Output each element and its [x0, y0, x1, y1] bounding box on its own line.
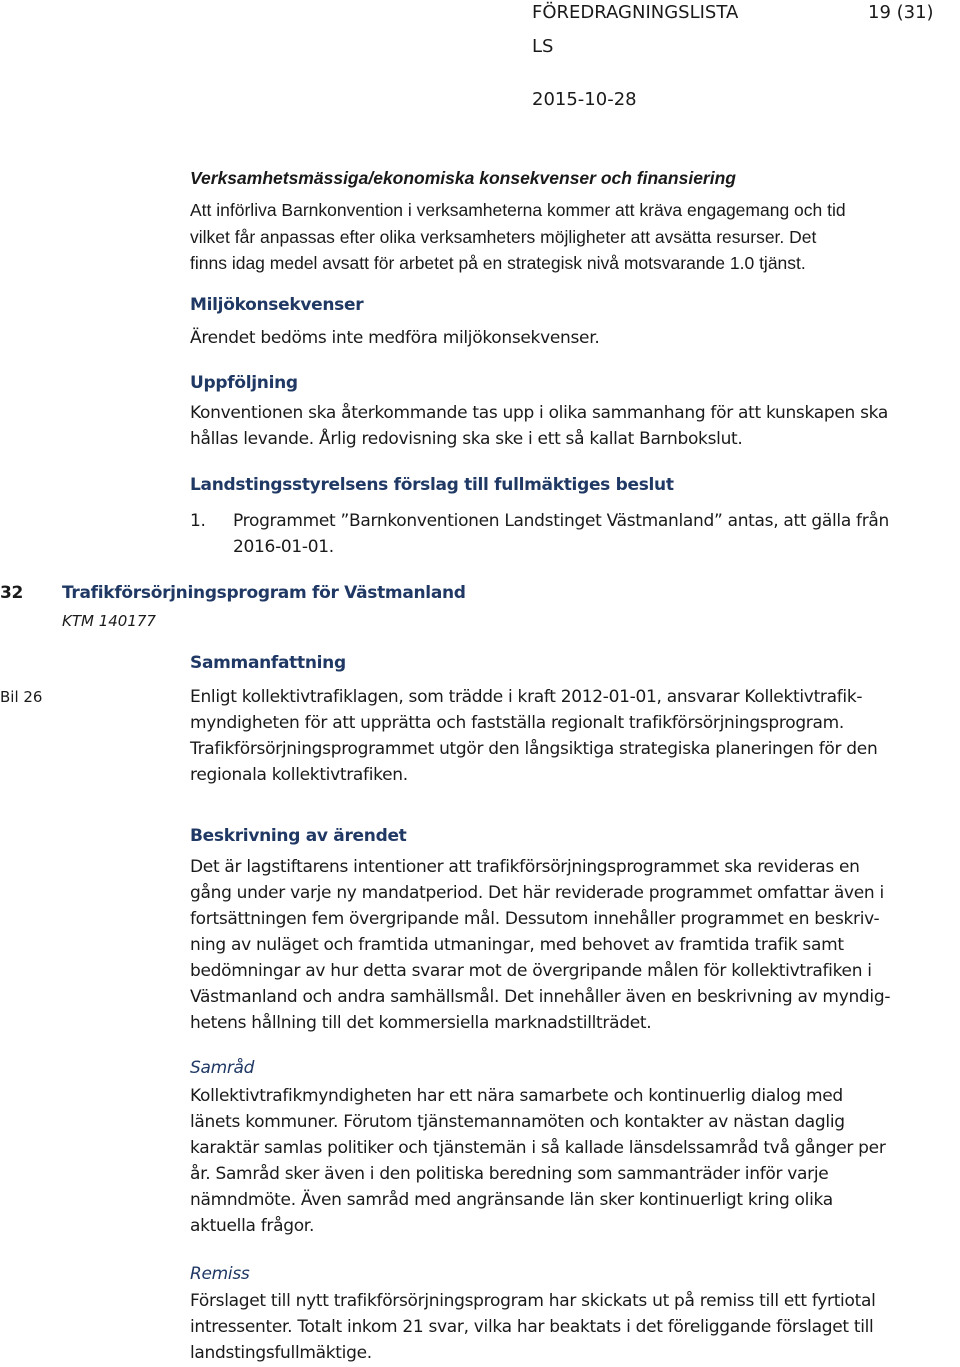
summary-line: regionala kollektivtrafiken. — [190, 765, 408, 785]
consultation-line: länets kommuner. Förutom tjänstemannamöten och kontakter av nästan daglig — [190, 1112, 845, 1132]
attachment-label: Bil 26 — [0, 688, 43, 706]
consequences-line: vilket får anpassas efter olika verksamheters möjligheter att avsätta resurser. Det — [190, 227, 817, 247]
description-line: Västmanland och andra samhällsmål. Det innehåller även en beskrivning av myndig- — [190, 987, 891, 1007]
document-title: FÖREDRAGNINGSLISTA — [532, 2, 739, 23]
description-heading: Beskrivning av ärendet — [190, 826, 407, 846]
case-reference: KTM 140177 — [62, 612, 156, 630]
summary-line: Trafikförsörjningsprogrammet utgör den långsiktiga strategiska planeringen för den — [190, 739, 878, 759]
environment-heading: Miljökonsekvenser — [190, 295, 364, 315]
description-line: ning av nuläget och framtida utmaningar, med behovet av framtida trafik samt — [190, 935, 844, 955]
referral-line: Förslaget till nytt trafikförsörjningsprogram har skickats ut på remiss till ett fyrtiotal — [190, 1291, 876, 1311]
followup-line: hållas levande. Årlig redovisning ska ske i ett så kallat Barnbokslut. — [190, 429, 743, 449]
page-number: 19 (31) — [868, 2, 934, 23]
consultation-line: aktuella frågor. — [190, 1216, 315, 1236]
consultation-line: år. Samråd sker även i den politiska beredning som sammanträder inför varje — [190, 1164, 829, 1184]
consequences-line: finns idag medel avsatt för arbetet på en strategisk nivå motsvarande 1.0 tjänst. — [190, 253, 806, 273]
proposal-heading: Landstingsstyrelsens förslag till fullmäktiges beslut — [190, 475, 674, 495]
description-line: Det är lagstiftarens intentioner att trafikförsörjningsprogrammet ska revideras en — [190, 857, 860, 877]
item-title: Trafikförsörjningsprogram för Västmanland — [62, 583, 466, 603]
followup-heading: Uppföljning — [190, 373, 298, 393]
consequences-line: Att införliva Barnkonvention i verksamheterna kommer att kräva engagemang och tid — [190, 200, 846, 220]
proposal-number: 1. — [190, 511, 206, 531]
proposal-line: Programmet ”Barnkonventionen Landstinget Västmanland” antas, att gälla från — [233, 511, 890, 531]
referral-heading: Remiss — [190, 1264, 250, 1284]
author-initials: LS — [532, 36, 554, 57]
environment-text: Ärendet bedöms inte medföra miljökonsekvenser. — [190, 328, 600, 348]
item-number: 32 — [0, 583, 24, 603]
consultation-heading: Samråd — [190, 1058, 255, 1078]
summary-line: Enligt kollektivtrafiklagen, som trädde i kraft 2012-01-01, ansvarar Kollektivtrafik- — [190, 687, 863, 707]
description-line: bedömningar av hur detta svarar mot de övergripande målen för kollektivtrafiken i — [190, 961, 872, 981]
summary-line: myndigheten för att upprätta och fastställa regionalt trafikförsörjningsprogram. — [190, 713, 844, 733]
description-line: gång under varje ny mandatperiod. Det här reviderade programmet omfattar även i — [190, 883, 884, 903]
summary-heading: Sammanfattning — [190, 653, 346, 673]
referral-line: landstingsfullmäktige. — [190, 1343, 372, 1363]
proposal-line: 2016-01-01. — [233, 537, 334, 557]
consequences-heading: Verksamhetsmässiga/ekonomiska konsekvenser och finansiering — [190, 168, 736, 188]
consultation-line: karaktär samlas politiker och tjänstemän i så kallade länsdelssamråd två gånger per — [190, 1138, 886, 1158]
referral-line: intressenter. Totalt inkom 21 svar, vilka har beaktats i det föreliggande förslaget till — [190, 1317, 874, 1337]
consultation-line: nämndmöte. Även samråd med angränsande län sker kontinuerligt kring olika — [190, 1190, 833, 1210]
description-line: fortsättningen fem övergripande mål. Dessutom innehåller programmet en beskriv- — [190, 909, 880, 929]
followup-line: Konventionen ska återkommande tas upp i olika sammanhang för att kunskapen ska — [190, 403, 888, 423]
document-date: 2015-10-28 — [532, 89, 637, 110]
consultation-line: Kollektivtrafikmyndigheten har ett nära samarbete och kontinuerlig dialog med — [190, 1086, 843, 1106]
description-line: hetens hållning till det kommersiella marknadstillträdet. — [190, 1013, 652, 1033]
